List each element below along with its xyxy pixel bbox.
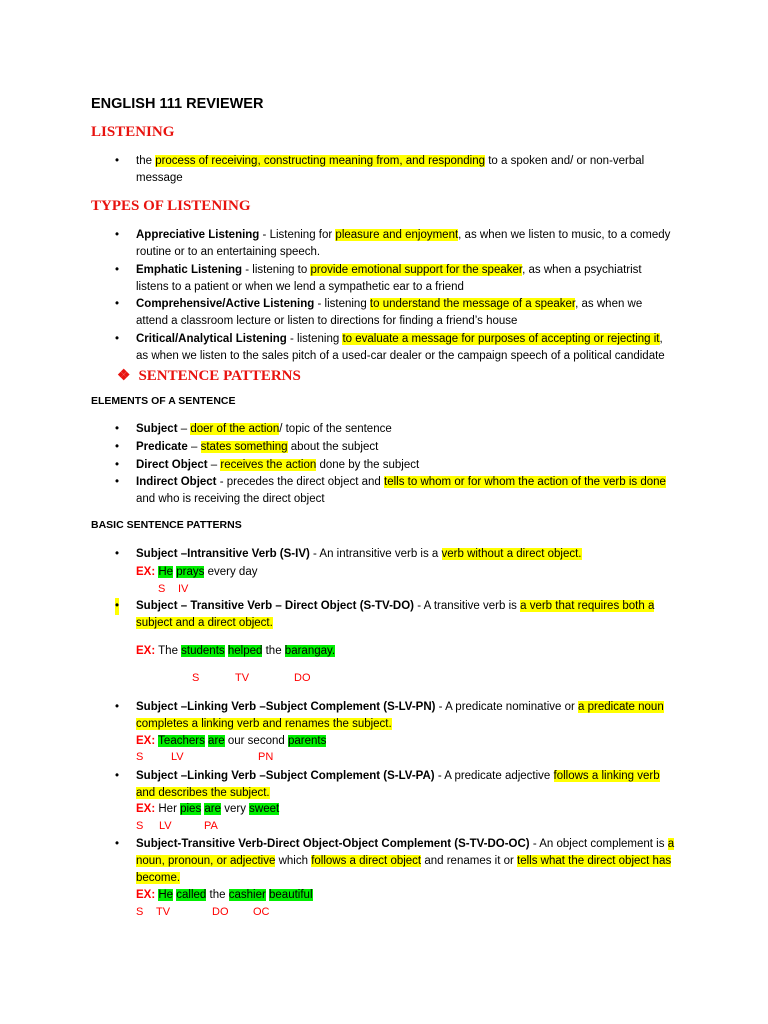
example-s-tv-do-oc: EX: He called the cashier beautiful [136,889,313,901]
bullet-icon: • [115,459,120,471]
list-item-direct-object: • Direct Object – receives the action done by the subject [136,457,676,474]
pattern-s-tv-do-oc: • Subject-Transitive Verb-Direct Object-Object Complement (S-TV-DO-OC) - An object complement is a noun, pronoun, or adjective which follows a direct object and renames it or tells what the direct object has become. [115,838,675,884]
heading-sentence-patterns: ❖ SENTENCE PATTERNS [117,368,301,384]
listening-definition: • the process of receiving, constructing meaning from, and responding to a spoken and/ or non-verbal message [115,155,645,184]
list-item-subject: • Subject – doer of the action/ topic of the sentence [136,421,676,438]
example-s-iv: EX: He prays every day [136,566,258,578]
heading-listening: LISTENING [91,124,175,140]
example-s-tv-do: EX: The students helped the barangay. [136,645,336,657]
bullet-icon: • [115,701,120,713]
list-item-predicate: • Predicate – states something about the subject [136,439,676,456]
bullet-icon: • [115,441,120,453]
document-title: ENGLISH 111 REVIEWER [91,96,264,112]
list-item-emphatic: • Emphatic Listening - listening to provide emotional support for the speaker, as when a psychiatrist listens to a patient or when we lend a sympathetic ear to a friend [115,264,642,293]
heading-types-of-listening: TYPES OF LISTENING [91,198,251,214]
bullet-icon: • [115,229,120,241]
bullet-icon: • [115,298,120,310]
bullet-icon: • [115,770,120,782]
pattern-s-lv-pa: • Subject –Linking Verb –Subject Complement (S-LV-PA) - A predicate adjective follows a linking verb and describes the subject. [115,770,660,799]
example-s-lv-pa: EX: Her pies are very sweet [136,803,280,815]
bullet-icon: • [115,333,120,345]
bullet-icon: • [115,548,120,560]
list-item-critical: • Critical/Analytical Listening - listening to evaluate a message for purposes of accepting or rejecting it, as when we listen to the sales pitch of a used-car dealer or the campaign speech of a political candidate [115,333,665,362]
bullet-icon: • [115,264,120,276]
list-item-appreciative: • Appreciative Listening - Listening for pleasure and enjoyment, as when we listen to music, to a comedy routine or to an entertaining speech. [115,229,671,258]
pattern-s-iv: • Subject –Intransitive Verb (S-IV) - An intransitive verb is a verb without a direct object. [136,546,676,563]
bullet-icon: • [115,423,120,435]
heading-elements-of-a-sentence: ELEMENTS OF A SENTENCE [91,395,236,407]
list-item-indirect-object: • Indirect Object - precedes the direct object and tells to whom or for whom the action of the verb is done and who is receiving the direct object [115,476,666,505]
list-item-comprehensive: • Comprehensive/Active Listening - listening to understand the message of a speaker, as when we attend a classroom lecture or listen to directions for finding a friend’s house [115,298,643,327]
document-page: ENGLISH 111 REVIEWER LISTENING • the process of receiving, constructing meaning from, and responding to a spoken and/ or non-verbal message TYPES OF LISTENING • Appreciative Listening - Listening for pleasure and enjoyment, as when we listen to music, to a comedy routine or to an entertaining speech. • Emphatic Listening - listening to provide emotional support for the speaker, as when a psychiatrist listens to a patient or when we lend a sympathetic ear to a friend • Comprehensive/Active Listening - listening to understand the message of a speaker, as when we attend a classroom lecture or listen to directions for finding a friend’s house • Critical/Analytical Listening - listening to evaluate a message for purposes of accepting or rejecting it, as when we listen to the sales pitch of a used-car dealer or the campaign speech of a political candidate ❖ SENTENCE PATTERNS ELEMENTS OF A SENTENCE • Subject – doer of the action/ topic of the sentence • Predicate – states something about the subject • Direct Object – receives the action done by the subject • Indirect Object - precedes the direct object and tells to whom or for whom the action of the verb is done and who is receiving the direct object BASIC SENTENCE PATTERNS • Subject –Intransitive Verb (S-IV) - An intransitive verb is a verb without a direct object. EX: He prays every day S IV • Subject – Transitive Verb – Direct Object (S-TV-DO) - A transitive verb is a verb that requires both a subject and a direct object. EX: The students helped the barangay. S TV DO • Subject –Linking Verb –Subject Complement (S-LV-PN) - A predicate nominative or a predicate noun completes a linking verb and renames the subject. EX: Teachers are our second parents S LV PN • Subject –Linking Verb –Subject Complement (S-LV-PA) - A predicate adjective follows a linking verb and describes the subject. EX: Her pies are very sweet S LV PA • Subject-Transitive Verb-Direct Object-Object Complement (S-TV-DO-OC) - An object complement is a noun, pronoun, or adjective which follows a direct object and renames it or tells what the direct object has become. EX: He called the cashier beautiful S TV DO OC [91,96,675,918]
pattern-s-tv-do: • Subject – Transitive Verb – Direct Object (S-TV-DO) - A transitive verb is a verb that requires both a subject and a direct object. [115,600,655,629]
heading-basic-sentence-patterns: BASIC SENTENCE PATTERNS [91,519,242,531]
bullet-icon: • [115,155,120,167]
bullet-icon: • [115,598,119,615]
diamond-bullet-icon: ❖ [117,368,131,384]
bullet-icon: • [115,476,120,488]
bullet-icon: • [115,838,120,850]
example-s-lv-pn: EX: Teachers are our second parents [136,735,327,747]
pattern-s-lv-pn: • Subject –Linking Verb –Subject Complement (S-LV-PN) - A predicate nominative or a predicate noun completes a linking verb and renames the subject. [115,701,664,730]
